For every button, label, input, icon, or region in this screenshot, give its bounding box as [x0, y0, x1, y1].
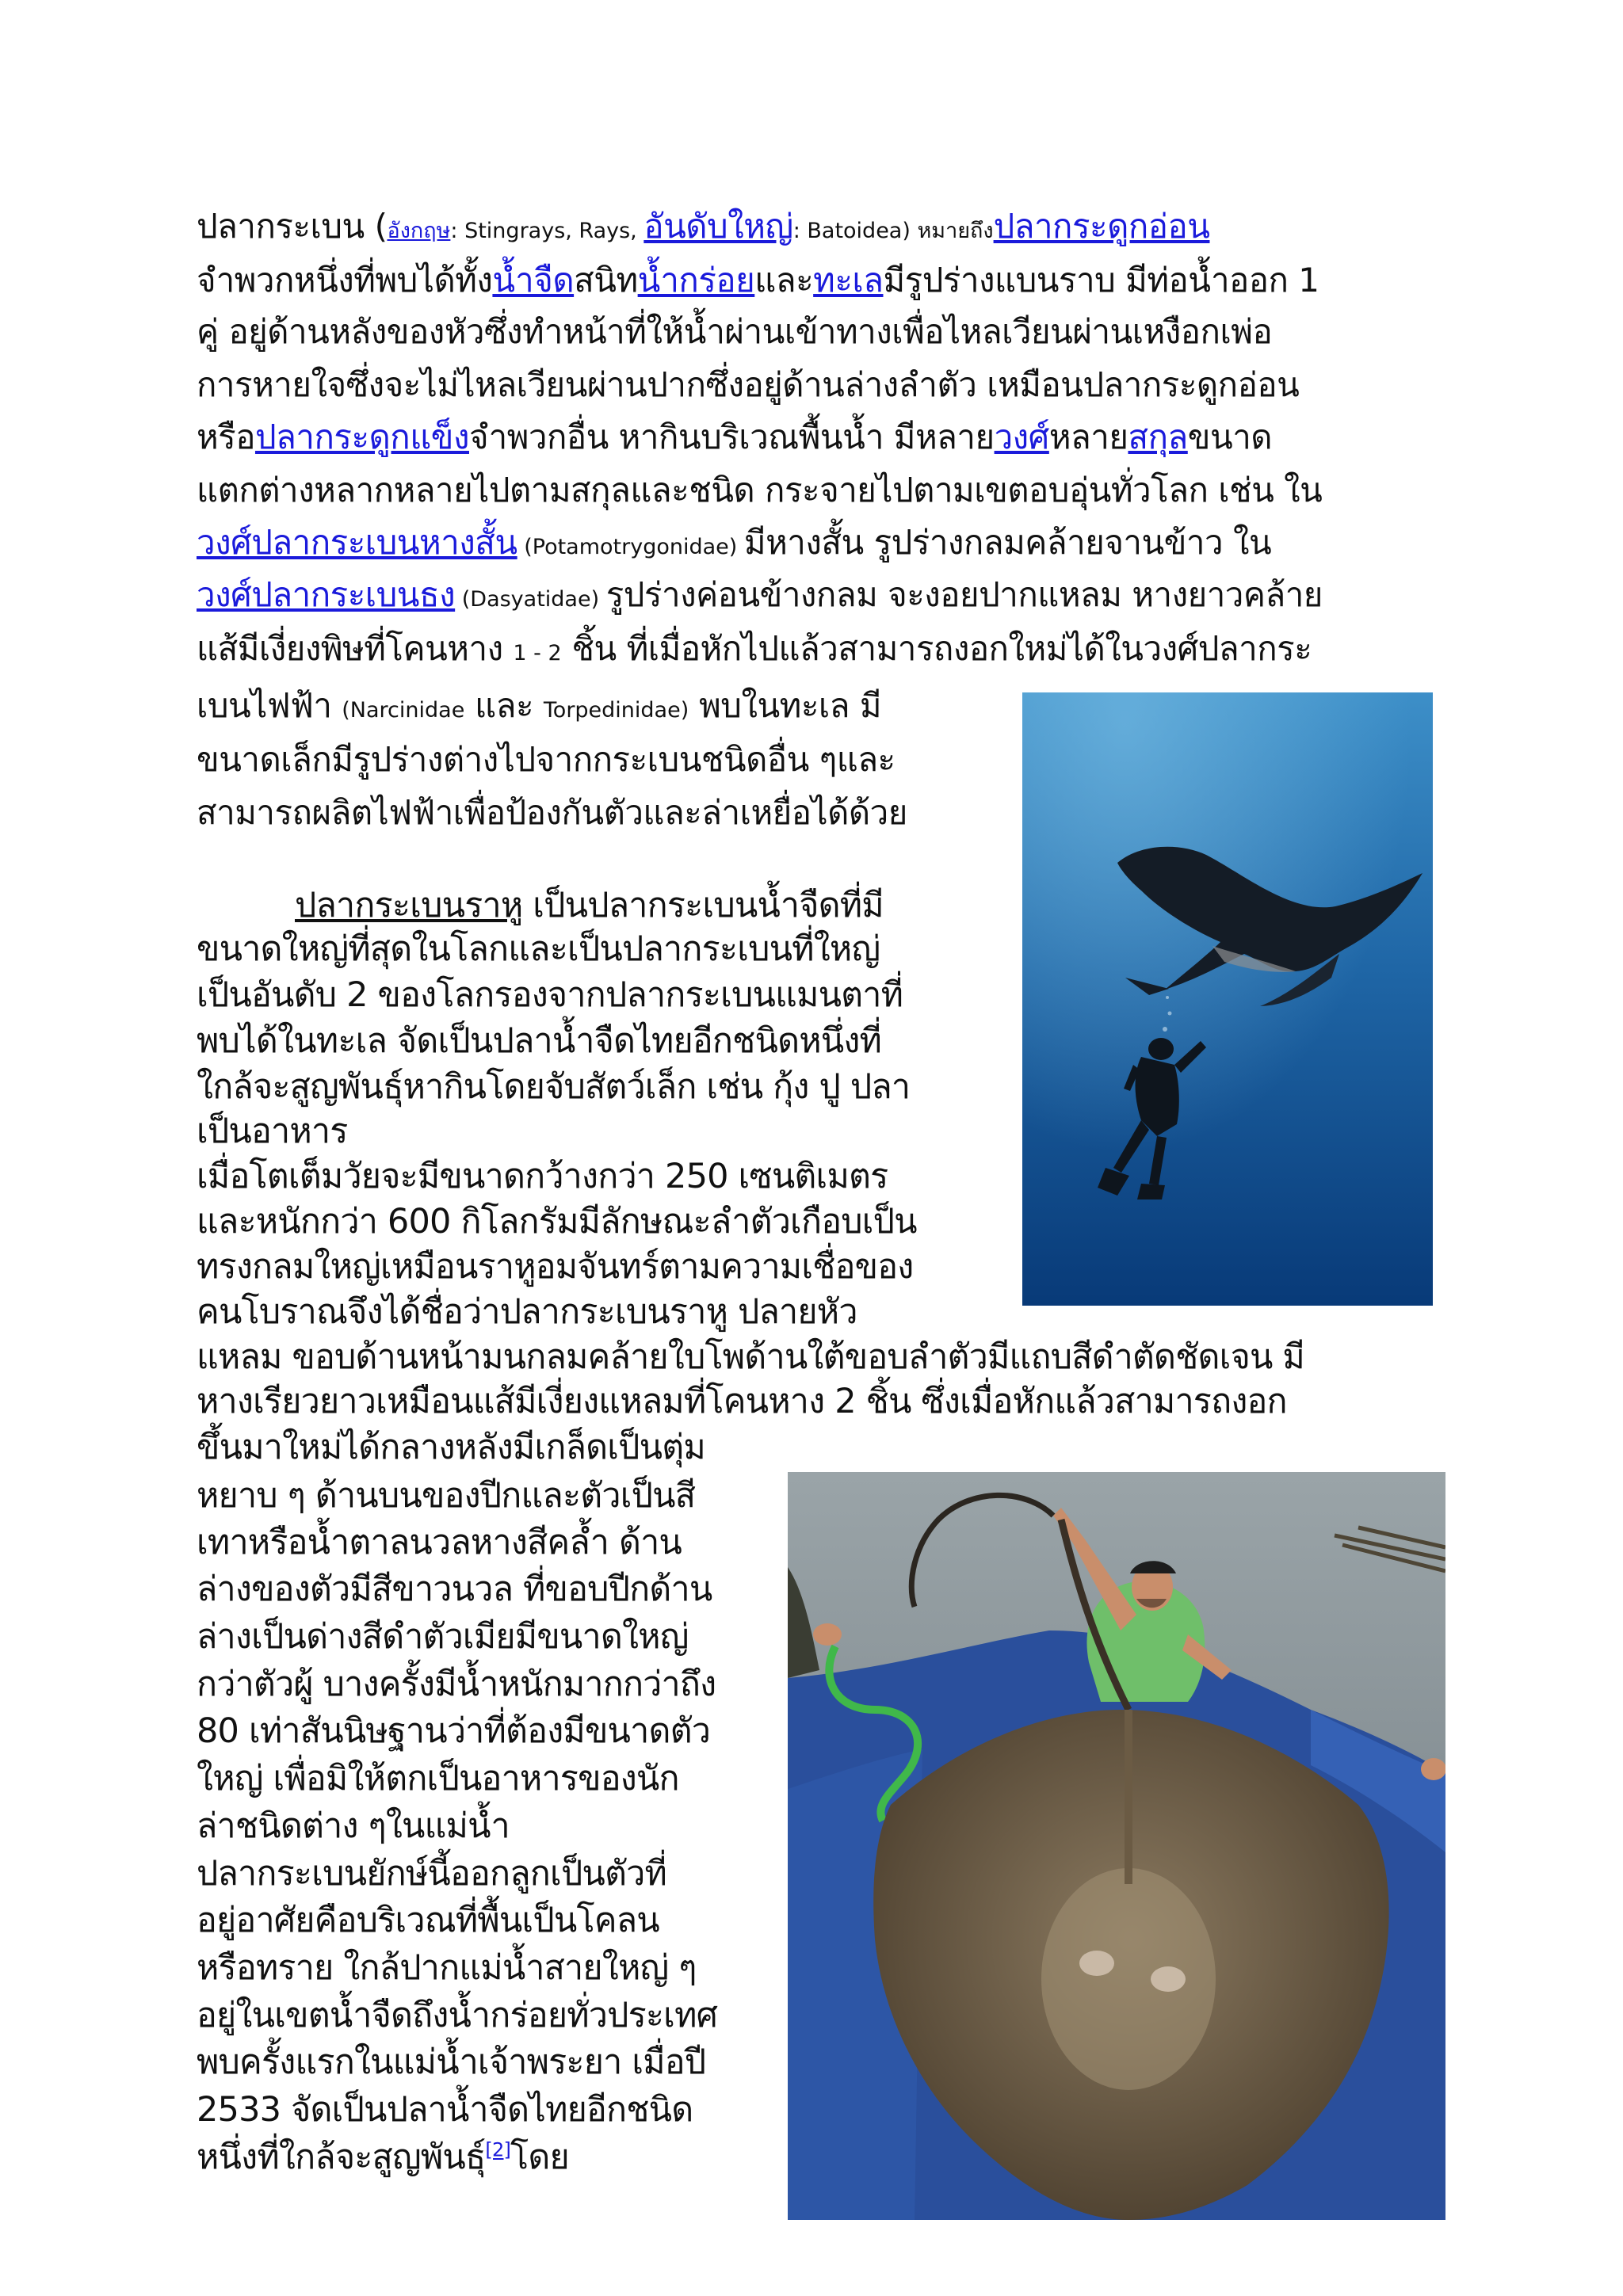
- text: หลาย: [1048, 418, 1128, 456]
- link-sea[interactable]: ทะเล: [813, 261, 884, 299]
- text: พบในทะเล มี: [689, 686, 882, 725]
- p2-line: ขนาดใหญ่ที่สุดในโลกและเป็นปลากระเบนที่ใหญ่: [197, 929, 880, 969]
- p1-line-10: [197, 680, 881, 732]
- p1-line-1: [197, 200, 1209, 253]
- p2-line: และหนักกว่า 600 กิโลกรัมมีลักษณะลำตัวเกือบเป็น: [197, 1202, 917, 1241]
- text: โดย: [510, 2138, 569, 2177]
- link-superorder[interactable]: อันดับใหญ่: [643, 207, 793, 246]
- p2-line: อยู่อาศัยคือบริเวณที่พื้นเป็นโคลน: [197, 1901, 659, 1940]
- p2-line: ขึ้นมาใหม่ได้กลางหลังมีเกล็ดเป็นตุ่ม: [197, 1428, 705, 1467]
- link-freshwater[interactable]: น้ำจืด: [492, 261, 575, 299]
- text: ชิ้น ที่เมื่อหักไปแล้วสามารถงอกใหม่ได้ในวงศ์ปลากระ: [561, 629, 1312, 668]
- text: จำพวกหนึ่งที่พบได้ทั้ง: [197, 261, 493, 299]
- text: หรือ: [197, 418, 255, 456]
- p2-line: เมื่อโตเต็มวัยจะมีขนาดกว้างกว่า 250 เซนติเมตร: [197, 1157, 888, 1196]
- link-family[interactable]: วงศ์: [994, 418, 1049, 456]
- p2-line: พบได้ในทะเล จัดเป็นปลาน้ำจืดไทยอีกชนิดหนึ่งที่: [197, 1021, 882, 1061]
- p1-line-11: ขนาดเล็กมีรูปร่างต่างไปจากกระเบนชนิดอื่น ๆและ: [197, 740, 896, 779]
- link-brackish[interactable]: น้ำกร่อย: [637, 261, 755, 299]
- p1-line-8: [197, 569, 1323, 621]
- p2-line: กว่าตัวผู้ บางครั้งมีน้ำหนักมากกว่าถึง: [197, 1665, 716, 1704]
- text: ปลากระเบน (: [197, 207, 388, 246]
- text: สนิท: [574, 261, 638, 299]
- p2-line: เป็นอาหาร: [197, 1112, 348, 1151]
- text: : Batoidea) หมายถึง: [792, 219, 994, 243]
- p1-line-7: [197, 517, 1271, 569]
- p1-line-6: แตกต่างหลากหลายไปตามสกุลและชนิด กระจายไปตามเขตอบอุ่นทั่วโลก เช่น ใน: [197, 471, 1323, 509]
- reference-link[interactable]: [2]: [485, 2138, 511, 2161]
- text: (Potamotrygonidae): [517, 535, 744, 559]
- giant-freshwater-stingray-photo: [788, 1472, 1445, 2220]
- p2-line: คนโบราณจึงได้ชื่อว่าปลากระเบนราหู ปลายหัว: [197, 1292, 857, 1332]
- p2-line: หรือทราย ใกล้ปากแม่น้ำสายใหญ่ ๆ: [197, 1948, 697, 1988]
- text: แส้มีเงี่ยงพิษที่โคนหาง: [197, 629, 514, 668]
- p1-line-9: [197, 623, 1312, 675]
- text: หนึ่งที่ใกล้จะสูญพันธุ์: [197, 2138, 486, 2177]
- p2-line: 80 เท่าสันนิษฐานว่าที่ต้องมีขนาดตัว: [197, 1711, 711, 1751]
- p1-line-4: การหายใจซึ่งจะไม่ไหลเวียนผ่านปากซึ่งอยู่ด้านล่างลำตัว เหมือนปลากระดูกอ่อน: [197, 365, 1300, 404]
- link-bony-fish[interactable]: ปลากระดูกแข็ง: [254, 418, 469, 456]
- p2-line: เทาหรือน้ำตาลนวลหางสีคล้ำ ด้าน: [197, 1523, 682, 1562]
- p2-line: 2533 จัดเป็นปลาน้ำจืดไทยอีกชนิด: [197, 2090, 693, 2130]
- p2-line: พบครั้งแรกในแม่น้ำเจ้าพระยา เมื่อปี: [197, 2042, 706, 2082]
- text: รูปร่างค่อนข้างกลม จะงอยปากแหลม หางยาวคล้าย: [605, 575, 1323, 614]
- link-genus[interactable]: สกุล: [1128, 418, 1188, 456]
- p1-line-12: สามารถผลิตไฟฟ้าเพื่อป้องกันตัวและล่าเหยื่อได้ด้วย: [197, 793, 907, 832]
- text: (Dasyatidae): [455, 587, 606, 612]
- p1-line-5: [197, 411, 1272, 463]
- text: และ: [464, 686, 544, 725]
- text: จำพวกอื่น หากินบริเวณพื้นน้ำ มีหลาย: [469, 418, 995, 456]
- text: มีรูปร่างแบนราบ มีท่อน้ำออก 1: [883, 261, 1319, 299]
- p2-line: เป็นอันดับ 2 ของโลกรองจากปลากระเบนแมนตาที่: [197, 975, 903, 1015]
- p2-line: อยู่ในเขตน้ำจืดถึงน้ำกร่อยทั่วประเทศ: [197, 1996, 718, 2035]
- p1-line-3: คู่ อยู่ด้านหลังของหัวซึ่งทำหน้าที่ให้น้ำผ่านเข้าทางเพื่อไหลเวียนผ่านเหงือกเพ่อ: [197, 312, 1273, 351]
- text: 1 - 2: [513, 641, 562, 666]
- p2-line: ทรงกลมใหญ่เหมือนราหูอมจันทร์ตามความเชื่อของ: [197, 1247, 914, 1287]
- text: และ: [754, 261, 814, 299]
- section-title: ปลากระเบนราหู: [295, 886, 523, 925]
- p2-line: ล่าชนิดต่าง ๆในแม่น้ำ: [197, 1806, 510, 1846]
- p2-line: หางเรียวยาวเหมือนแส้มีเงี่ยงแหลมที่โคนหาง 2 ชิ้น ซึ่งเมื่อหักแล้วสามารถงอก: [197, 1382, 1287, 1421]
- text: (Narcinidae: [342, 698, 465, 723]
- p2-line: ใหญ่ เพื่อมิให้ตกเป็นอาหารของนัก: [197, 1759, 679, 1798]
- p2-line-last: [197, 2130, 569, 2183]
- p2-line: แหลม ขอบด้านหน้ามนกลมคล้ายใบโพด้านใต้ขอบลำตัวมีแถบสีดำตัดชัดเจน มี: [197, 1337, 1304, 1377]
- p2-line: ปลากระเบนยักษ์นี้ออกลูกเป็นตัวที่: [197, 1854, 667, 1894]
- text: Torpedinidae): [543, 698, 689, 723]
- p2-line: หยาบ ๆ ด้านบนของปีกและตัวเป็นสี: [197, 1476, 696, 1516]
- p2-line: ล่างของตัวมีสีขาวนวล ที่ขอบปีกด้าน: [197, 1569, 712, 1609]
- manta-ray-and-diver-photo: [1022, 692, 1433, 1306]
- link-dasyatidae[interactable]: วงศ์ปลากระเบนธง: [197, 575, 456, 614]
- text: เบนไฟฟ้า: [197, 686, 342, 725]
- text: มีหางสั้น รูปร่างกลมคล้ายจานข้าว ใน: [743, 523, 1272, 562]
- text: : Stingrays, Rays,: [450, 219, 644, 243]
- link-cartilaginous-fish[interactable]: ปลากระดูกอ่อน: [993, 207, 1210, 246]
- p1-line-2: [197, 254, 1319, 307]
- text: เป็นปลากระเบนน้ำจืดที่มี: [522, 886, 884, 925]
- p2-line: ใกล้จะสูญพันธุ์หากินโดยจับสัตว์เล็ก เช่น กุ้ง ปู ปลา: [197, 1067, 911, 1107]
- link-english[interactable]: อังกฤษ: [387, 219, 451, 243]
- link-potamotrygonidae[interactable]: วงศ์ปลากระเบนหางสั้น: [197, 523, 517, 562]
- p2-line: ล่างเป็นด่างสีดำตัวเมียมีขนาดใหญ่: [197, 1617, 689, 1657]
- text: ขนาด: [1187, 418, 1273, 456]
